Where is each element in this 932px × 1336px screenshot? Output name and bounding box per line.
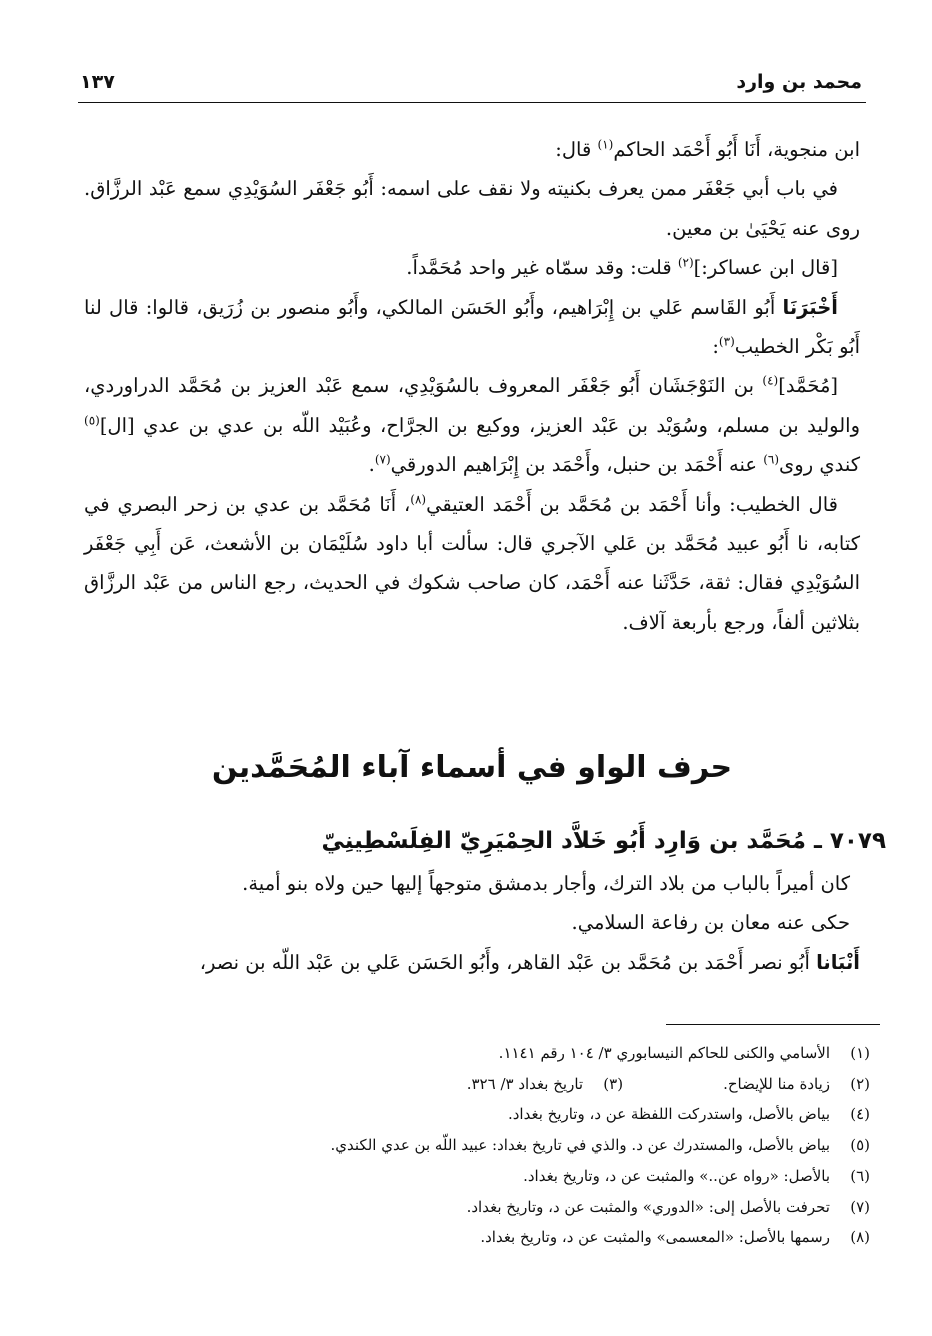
footnote-ref: (٨) [410,492,427,507]
footnote-ref: (٧) [374,452,391,467]
entry-line-3: أَنْبَانا أَبُو نصر أَحْمَد بن مُحَمَّد بن عَبْد القاهر، وأَبُو الحَسَن عَلي بن عَبْد اللّه بن نصر، [199,950,860,974]
footnote-ref: (٦) [763,452,780,467]
footnote-ref: (٤) [762,373,779,388]
page-header [80,66,862,98]
entry-line-2: حكى عنه معان بن رفاعة السلامي. [571,911,850,935]
paragraph-1: ابن منجوية، أَنَا أَبُو أَحْمَد الحاكم$^{(١)}$ قال: [555,137,860,161]
footnote-ref: (١) [597,137,614,152]
paragraph-6: قال الخطيب: وأنا أَحْمَد بن مُحَمَّد بن أَحْمَد العتيقي$^{(٨)}$، أَنَا مُحَمَّد بن عدي بن زحر البصري في كتابه، نا أَبُو عبيد مُحَمَّد بن عَلي الآجري قال: سألت أبا داود سُلَيْمَان بن الأشعث، عَن أَبِي جَعْفَر السُوَيْدِي فقال: ثقة، حَدَّثَنا عنه أَحْمَد، كان صاحب شكوك في الحديث، رجع الناس من عَبْد الرزَّاق بثلاثين ألفاً، ورجع بأربعة آلاف. [84,492,860,634]
paragraph-4: أَخْبَرَنَا أَبُو القَاسم عَلي بن إِبْرَاهيم، وأَبُو الحَسَن المالكي، وأَبُو منصور بن زُرَيق، قالوا: قال لنا أَبُو بَكْر الخطيب$^{(٣)}$: [84,295,860,359]
main-text [84,130,860,642]
footnotes [84,1038,870,1253]
paragraph-2: في باب أبي جَعْفَر ممن يعرف بكنيته ولا نقف على اسمه: أَبُو جَعْفَر السُوَيْدِي سمع عَبْد الرزَّاق. روى عنه يَحْيَىٰ بن معين. [84,177,860,240]
transmission-word: أَنْبَانا [816,950,860,974]
transmission-word: أَخْبَرَنَا [782,295,838,319]
running-title: محمد بن وارد [736,71,862,93]
page-number: ١٣٧ [80,71,115,93]
paragraph-5: [مُحَمَّد]$^{(٤)}$ بن النَوْجَشَان أَبُو جَعْفَر المعروف بالسُوَيْدِي، سمع عَبْد العزيز بن مُحَمَّد الدراوردي، والوليد بن مسلم، وسُوَيْد بن عَبْد العزيز، ووكيع بن الجرَّاح، وعُبَيْد اللّه بن عدي بن عدي [ال]$^{(٥)}$ كندي روى$^{(٦)}$ عنه أَحْمَد بن حنبل، وأَحْمَد بن إِبْرَاهيم الدورقي$^{(٧)}$. [84,373,860,477]
footnote-7: (٧) تحرفت بالأصل إلى: «الدوري» والمثبت عن د، وتاريخ بغداد. [466,1197,870,1216]
biography-entry [84,818,886,982]
footnote-ref: (٢) [677,255,694,270]
footnote-ref: (٥) [84,413,100,428]
footnote-1: (١) الأسامي والكنى للحاكم النيسابوري ٣/ ١٠٤ رقم ١١٤١. [498,1044,870,1062]
entry-line-1: كان أميراً بالباب من بلاد الترك، وأجار بدمشق متوجهاً إليها حين ولاه بنو أمية. [242,872,850,895]
footnote-3: (٣)تاريخ بغداد ٣/ ٣٢٦. [466,1074,624,1093]
footnote-ref: (٣) [718,334,735,349]
footnote-6: (٦) بالأصل: «رواه عن..» والمثبت عن د، وتاريخ بغداد. [523,1166,870,1185]
footnote-8: (٨) رسمها بالأصل: «المعسمى» والمثبت عن د، وتاريخ بغداد. [480,1228,870,1247]
footnote-4: (٤) بياض بالأصل، واستدركت اللفظة عن د، وتاريخ بغداد. [507,1105,870,1124]
footnote-2: (٢) زيادة منا للإيضاح. (٣)تاريخ بغداد ٣/ ٣٢٦. [84,1069,870,1100]
footnote-5: (٥) بياض بالأصل، والمستدرك عن د. والذي في تاريخ بغداد: عبيد اللّه بن عدي الكندي. [330,1136,870,1155]
header-divider [78,102,866,103]
entry-title: ٧٠٧٩ ـ مُحَمَّد بن وَارِد أَبُو خَلاَّد الحِمْيَرِيّ الفِلَسْطِينِيّ [321,828,886,854]
paragraph-3: [قال ابن عساكر:]$^{(٢)}$ قلت: وقد سمّاه غير واحد مُحَمَّداً. [406,255,838,280]
footnote-divider [666,1024,880,1025]
section-title: حرف الواو في أسماء آباء المُحَمَّدين [211,750,733,785]
